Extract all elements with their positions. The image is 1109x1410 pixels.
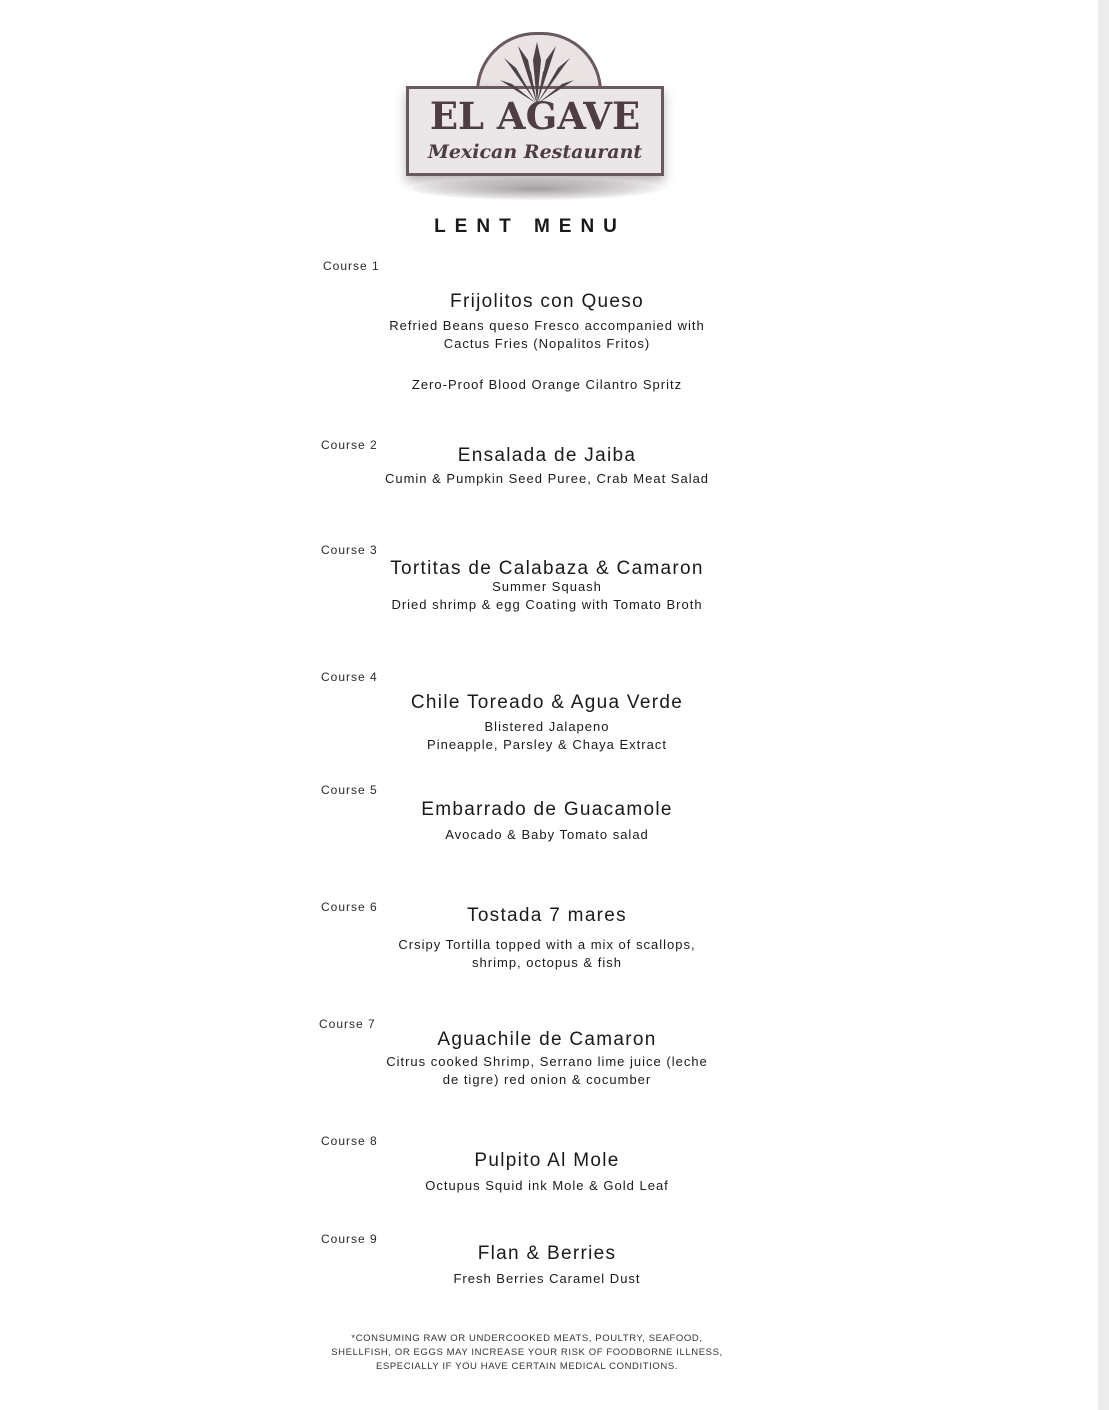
restaurant-logo [398,28,672,200]
dish-description: Dried shrimp & egg Coating with Tomato Broth [391,597,703,612]
dish-name: Frijolitos con Queso [450,291,644,312]
course-label: Course 3 [321,543,378,557]
course-label: Course 4 [321,670,378,684]
dish-description: de tigre) red onion & cocumber [442,1072,652,1087]
dish-description: Crsipy Tortilla topped with a mix of scallops, [398,937,696,952]
logo-subtitle: Mexican Restaurant [427,141,643,163]
course-label: Course 1 [323,259,380,273]
dish-name: Pulpito Al Mole [474,1150,620,1171]
dish-name: Tostada 7 mares [467,905,627,926]
menu-title: LENT MENU [434,216,626,237]
dish-description: Summer Squash [492,579,602,594]
logo-name: EL AGAVE [429,94,641,138]
dish-description: Octupus Squid ink Mole & Gold Leaf [425,1178,669,1193]
course-label: Course 2 [321,438,378,452]
dish-description: shrimp, octopus & fish [472,955,622,970]
disclaimer-line: SHELLFISH, OR EGGS MAY INCREASE YOUR RISK OF FOODBORNE ILLNESS, [331,1347,723,1358]
dish-description: Cactus Fries (Nopalitos Fritos) [443,336,651,351]
dish-description: Refried Beans queso Fresco accompanied with [389,318,705,333]
disclaimer-line: *CONSUMING RAW OR UNDERCOOKED MEATS, POULTRY, SEAFOOD, [351,1333,703,1344]
dish-description: Pineapple, Parsley & Chaya Extract [427,737,667,752]
course-label: Course 5 [321,783,378,797]
logo-shadow [412,178,658,200]
disclaimer-line: ESPECIALLY IF YOU HAVE CERTAIN MEDICAL CONDITIONS. [375,1361,679,1372]
dish-description: Citrus cooked Shrimp, Serrano lime juice (leche [386,1054,708,1069]
dish-description: Avocado & Baby Tomato salad [445,827,649,842]
course-label: Course 8 [321,1134,378,1148]
dish-name: Chile Toreado & Agua Verde [410,692,684,713]
dish-name: Aguachile de Camaron [437,1029,657,1050]
dish-name: Flan & Berries [477,1243,617,1264]
course-label: Course 7 [319,1017,376,1031]
dish-description: Blistered Jalapeno [484,719,610,734]
course-label: Course 9 [321,1232,378,1246]
dish-name: Tortitas de Calabaza & Camaron [390,558,704,579]
page-edge [1098,0,1109,1410]
dish-name: Embarrado de Guacamole [421,799,673,820]
dish-description: Cumin & Pumpkin Seed Puree, Crab Meat Salad [384,471,710,486]
dish-drink-pairing: Zero-Proof Blood Orange Cilantro Spritz [411,377,683,392]
food-safety-disclaimer [300,1332,754,1374]
dish-description: Fresh Berries Caramel Dust [453,1271,641,1286]
dish-name: Ensalada de Jaiba [457,445,637,466]
course-label: Course 6 [321,900,378,914]
